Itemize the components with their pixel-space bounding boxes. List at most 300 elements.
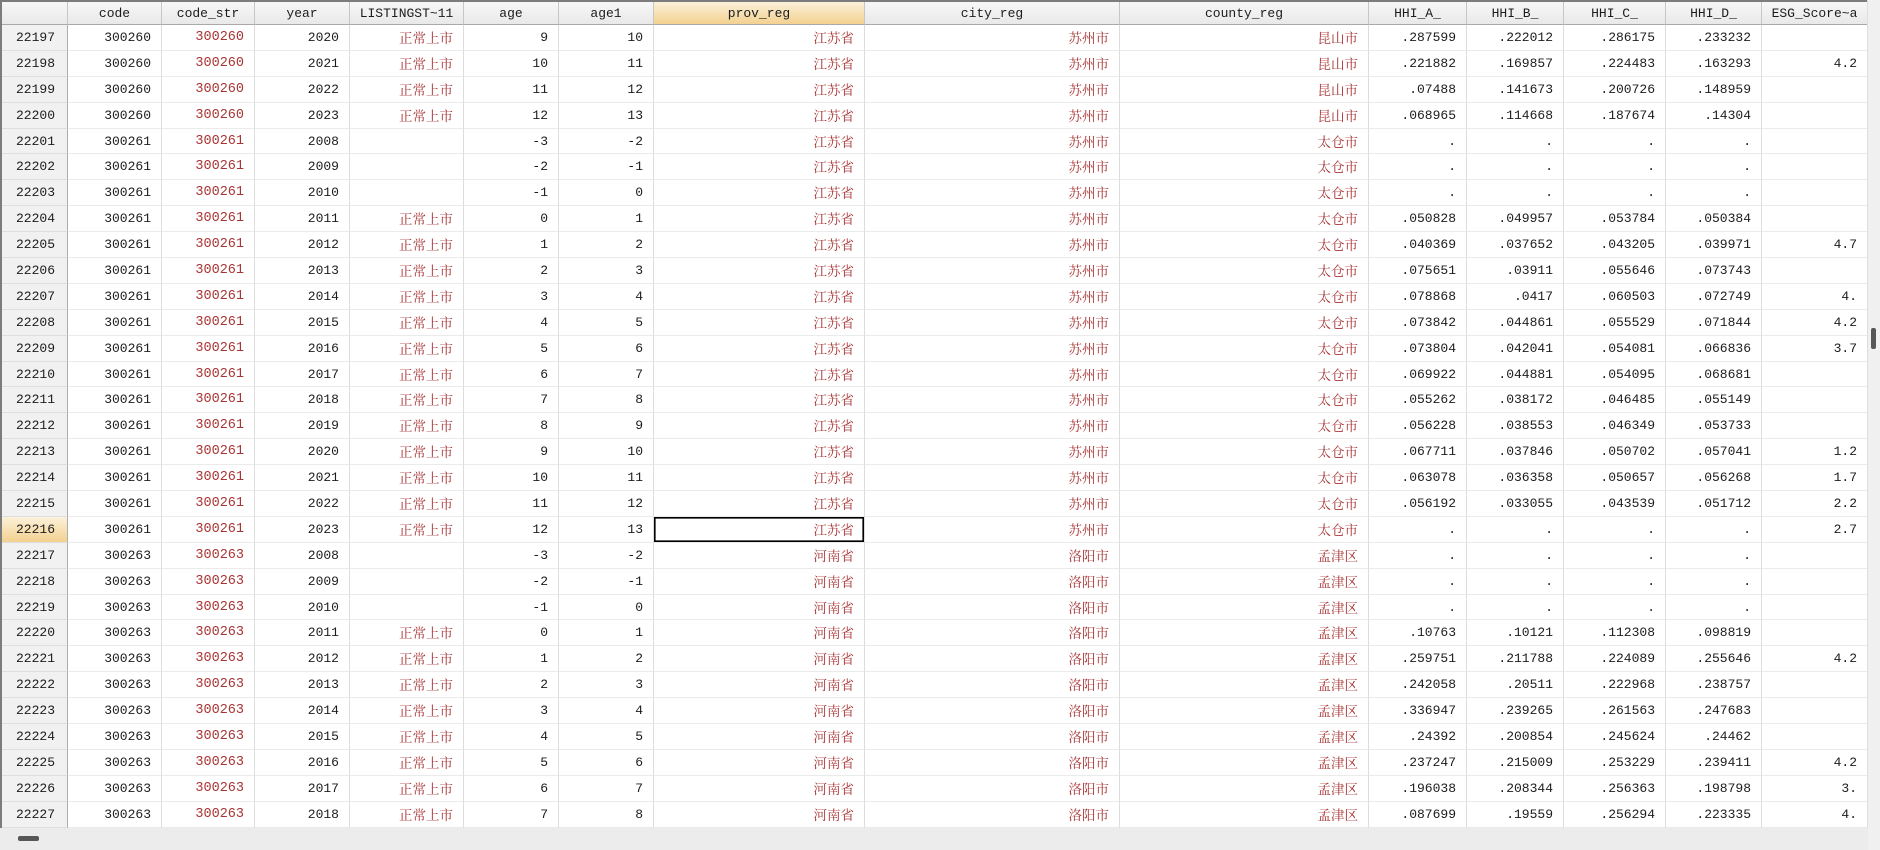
row-number-cell[interactable]: 22217: [2, 543, 68, 569]
data-cell-hhi_d[interactable]: .: [1666, 517, 1762, 543]
data-cell-hhi_a[interactable]: .336947: [1369, 698, 1467, 724]
data-cell-hhi_b[interactable]: .: [1467, 595, 1564, 621]
data-cell-city_reg[interactable]: 洛阳市: [865, 672, 1120, 698]
data-cell-prov_reg[interactable]: 河南省: [654, 698, 865, 724]
data-cell-code_str[interactable]: 300261: [162, 362, 255, 388]
data-cell-year[interactable]: 2012: [255, 646, 350, 672]
data-cell-hhi_b[interactable]: .211788: [1467, 646, 1564, 672]
data-cell-hhi_c[interactable]: .: [1564, 517, 1666, 543]
data-cell-code[interactable]: 300261: [68, 180, 162, 206]
data-cell-county_reg[interactable]: 太仓市: [1120, 232, 1369, 258]
data-cell-county_reg[interactable]: 昆山市: [1120, 51, 1369, 77]
data-cell-age[interactable]: 6: [464, 362, 559, 388]
data-cell-age1[interactable]: 6: [559, 336, 654, 362]
data-cell-code[interactable]: 300261: [68, 206, 162, 232]
data-cell-age1[interactable]: 7: [559, 362, 654, 388]
data-cell-hhi_b[interactable]: .038172: [1467, 387, 1564, 413]
data-cell-code_str[interactable]: 300263: [162, 620, 255, 646]
data-cell-county_reg[interactable]: 太仓市: [1120, 258, 1369, 284]
data-cell-listingst11[interactable]: 正常上市: [350, 51, 464, 77]
data-cell-prov_reg[interactable]: 江苏省: [654, 180, 865, 206]
data-cell-year[interactable]: 2013: [255, 258, 350, 284]
data-cell-age1[interactable]: 8: [559, 802, 654, 828]
data-cell-hhi_a[interactable]: .067711: [1369, 439, 1467, 465]
row-number-cell[interactable]: 22205: [2, 232, 68, 258]
data-cell-listingst11[interactable]: 正常上市: [350, 646, 464, 672]
data-cell-city_reg[interactable]: 苏州市: [865, 25, 1120, 51]
row-number-cell[interactable]: 22216: [2, 517, 68, 543]
data-cell-esg_score[interactable]: 3.: [1762, 776, 1868, 802]
data-cell-hhi_b[interactable]: .0417: [1467, 284, 1564, 310]
data-cell-city_reg[interactable]: 苏州市: [865, 465, 1120, 491]
data-cell-age[interactable]: 7: [464, 387, 559, 413]
data-cell-year[interactable]: 2023: [255, 517, 350, 543]
data-cell-esg_score[interactable]: 4.2: [1762, 51, 1868, 77]
data-cell-hhi_a[interactable]: .259751: [1369, 646, 1467, 672]
data-cell-year[interactable]: 2013: [255, 672, 350, 698]
data-cell-code_str[interactable]: 300263: [162, 595, 255, 621]
data-cell-code[interactable]: 300260: [68, 25, 162, 51]
row-number-cell[interactable]: 22220: [2, 620, 68, 646]
data-cell-hhi_c[interactable]: .043205: [1564, 232, 1666, 258]
row-number-cell[interactable]: 22224: [2, 724, 68, 750]
data-cell-age[interactable]: 9: [464, 439, 559, 465]
data-cell-year[interactable]: 2012: [255, 232, 350, 258]
data-cell-hhi_a[interactable]: .073804: [1369, 336, 1467, 362]
data-cell-hhi_d[interactable]: .072749: [1666, 284, 1762, 310]
data-cell-esg_score[interactable]: [1762, 154, 1868, 180]
data-cell-prov_reg[interactable]: 江苏省: [654, 491, 865, 517]
data-cell-listingst11[interactable]: 正常上市: [350, 620, 464, 646]
data-cell-prov_reg[interactable]: 江苏省: [654, 387, 865, 413]
data-cell-age1[interactable]: 4: [559, 698, 654, 724]
row-number-cell[interactable]: 22225: [2, 750, 68, 776]
data-cell-city_reg[interactable]: 苏州市: [865, 154, 1120, 180]
data-cell-hhi_a[interactable]: .055262: [1369, 387, 1467, 413]
data-cell-hhi_a[interactable]: .069922: [1369, 362, 1467, 388]
data-cell-county_reg[interactable]: 太仓市: [1120, 362, 1369, 388]
data-cell-hhi_d[interactable]: .: [1666, 595, 1762, 621]
data-cell-hhi_b[interactable]: .169857: [1467, 51, 1564, 77]
data-cell-year[interactable]: 2019: [255, 413, 350, 439]
vertical-scrollbar-track[interactable]: [1867, 0, 1880, 850]
data-cell-hhi_c[interactable]: .112308: [1564, 620, 1666, 646]
data-cell-age[interactable]: 2: [464, 258, 559, 284]
horizontal-scrollbar-track[interactable]: [0, 828, 1868, 850]
data-cell-esg_score[interactable]: [1762, 543, 1868, 569]
data-cell-listingst11[interactable]: 正常上市: [350, 103, 464, 129]
data-cell-esg_score[interactable]: [1762, 25, 1868, 51]
row-number-cell[interactable]: 22218: [2, 569, 68, 595]
data-cell-hhi_b[interactable]: .10121: [1467, 620, 1564, 646]
data-cell-city_reg[interactable]: 洛阳市: [865, 724, 1120, 750]
data-cell-code_str[interactable]: 300261: [162, 258, 255, 284]
data-cell-year[interactable]: 2016: [255, 750, 350, 776]
data-cell-hhi_c[interactable]: .224089: [1564, 646, 1666, 672]
data-cell-code_str[interactable]: 300261: [162, 465, 255, 491]
data-cell-code_str[interactable]: 300263: [162, 698, 255, 724]
data-cell-listingst11[interactable]: 正常上市: [350, 465, 464, 491]
data-cell-city_reg[interactable]: 洛阳市: [865, 569, 1120, 595]
data-cell-hhi_b[interactable]: .044861: [1467, 310, 1564, 336]
data-cell-county_reg[interactable]: 孟津区: [1120, 750, 1369, 776]
data-cell-hhi_a[interactable]: .10763: [1369, 620, 1467, 646]
row-number-cell[interactable]: 22227: [2, 802, 68, 828]
data-cell-prov_reg[interactable]: 江苏省: [654, 362, 865, 388]
data-cell-age1[interactable]: -2: [559, 543, 654, 569]
data-cell-age1[interactable]: 2: [559, 646, 654, 672]
data-cell-esg_score[interactable]: [1762, 180, 1868, 206]
data-cell-city_reg[interactable]: 洛阳市: [865, 698, 1120, 724]
data-cell-code_str[interactable]: 300263: [162, 569, 255, 595]
column-header-age[interactable]: age: [464, 2, 559, 25]
data-cell-esg_score[interactable]: [1762, 206, 1868, 232]
data-cell-year[interactable]: 2020: [255, 439, 350, 465]
data-cell-hhi_b[interactable]: .141673: [1467, 77, 1564, 103]
data-cell-hhi_b[interactable]: .044881: [1467, 362, 1564, 388]
data-cell-county_reg[interactable]: 孟津区: [1120, 776, 1369, 802]
data-cell-hhi_c[interactable]: .: [1564, 180, 1666, 206]
column-header-county_reg[interactable]: county_reg: [1120, 2, 1369, 25]
data-cell-code_str[interactable]: 300263: [162, 802, 255, 828]
data-cell-esg_score[interactable]: [1762, 77, 1868, 103]
data-cell-code[interactable]: 300263: [68, 672, 162, 698]
data-cell-age1[interactable]: 7: [559, 776, 654, 802]
data-cell-hhi_a[interactable]: .: [1369, 595, 1467, 621]
data-cell-city_reg[interactable]: 苏州市: [865, 491, 1120, 517]
data-cell-code[interactable]: 300260: [68, 51, 162, 77]
data-cell-hhi_a[interactable]: .075651: [1369, 258, 1467, 284]
row-number-cell[interactable]: 22215: [2, 491, 68, 517]
data-cell-prov_reg[interactable]: 河南省: [654, 569, 865, 595]
data-cell-age1[interactable]: 11: [559, 51, 654, 77]
data-cell-esg_score[interactable]: 2.7: [1762, 517, 1868, 543]
data-cell-hhi_b[interactable]: .: [1467, 129, 1564, 155]
data-cell-code_str[interactable]: 300261: [162, 206, 255, 232]
data-cell-hhi_b[interactable]: .: [1467, 517, 1564, 543]
data-cell-code[interactable]: 300261: [68, 491, 162, 517]
data-cell-prov_reg[interactable]: 江苏省: [654, 336, 865, 362]
column-header-age1[interactable]: age1: [559, 2, 654, 25]
data-cell-hhi_c[interactable]: .054081: [1564, 336, 1666, 362]
data-cell-esg_score[interactable]: 4.2: [1762, 646, 1868, 672]
data-cell-hhi_c[interactable]: .060503: [1564, 284, 1666, 310]
data-cell-hhi_b[interactable]: .222012: [1467, 25, 1564, 51]
data-cell-county_reg[interactable]: 太仓市: [1120, 129, 1369, 155]
data-cell-county_reg[interactable]: 太仓市: [1120, 154, 1369, 180]
data-cell-hhi_d[interactable]: .: [1666, 543, 1762, 569]
data-cell-city_reg[interactable]: 苏州市: [865, 362, 1120, 388]
data-cell-age1[interactable]: 6: [559, 750, 654, 776]
data-cell-hhi_c[interactable]: .256363: [1564, 776, 1666, 802]
data-cell-code_str[interactable]: 300261: [162, 517, 255, 543]
data-cell-hhi_c[interactable]: .286175: [1564, 25, 1666, 51]
data-cell-hhi_d[interactable]: .: [1666, 569, 1762, 595]
data-cell-age1[interactable]: -2: [559, 129, 654, 155]
data-cell-county_reg[interactable]: 太仓市: [1120, 465, 1369, 491]
data-cell-age[interactable]: 1: [464, 646, 559, 672]
data-cell-hhi_c[interactable]: .224483: [1564, 51, 1666, 77]
data-cell-esg_score[interactable]: 4.: [1762, 802, 1868, 828]
data-cell-hhi_c[interactable]: .043539: [1564, 491, 1666, 517]
data-cell-city_reg[interactable]: 洛阳市: [865, 802, 1120, 828]
data-cell-listingst11[interactable]: 正常上市: [350, 672, 464, 698]
data-cell-listingst11[interactable]: 正常上市: [350, 491, 464, 517]
data-cell-listingst11[interactable]: 正常上市: [350, 77, 464, 103]
data-cell-year[interactable]: 2018: [255, 387, 350, 413]
data-cell-prov_reg[interactable]: 江苏省: [654, 103, 865, 129]
data-cell-prov_reg[interactable]: 河南省: [654, 776, 865, 802]
data-cell-hhi_d[interactable]: .148959: [1666, 77, 1762, 103]
data-cell-county_reg[interactable]: 昆山市: [1120, 103, 1369, 129]
data-cell-year[interactable]: 2011: [255, 620, 350, 646]
row-number-cell[interactable]: 22209: [2, 336, 68, 362]
data-cell-hhi_d[interactable]: .055149: [1666, 387, 1762, 413]
data-cell-hhi_d[interactable]: .14304: [1666, 103, 1762, 129]
data-cell-year[interactable]: 2015: [255, 310, 350, 336]
data-cell-esg_score[interactable]: 4.2: [1762, 310, 1868, 336]
data-cell-esg_score[interactable]: [1762, 672, 1868, 698]
data-cell-hhi_a[interactable]: .040369: [1369, 232, 1467, 258]
data-cell-hhi_b[interactable]: .: [1467, 543, 1564, 569]
data-cell-age1[interactable]: 12: [559, 491, 654, 517]
data-cell-hhi_c[interactable]: .046349: [1564, 413, 1666, 439]
data-cell-city_reg[interactable]: 苏州市: [865, 180, 1120, 206]
data-cell-county_reg[interactable]: 孟津区: [1120, 646, 1369, 672]
data-cell-hhi_c[interactable]: .222968: [1564, 672, 1666, 698]
data-cell-hhi_a[interactable]: .087699: [1369, 802, 1467, 828]
data-cell-hhi_a[interactable]: .: [1369, 154, 1467, 180]
data-cell-hhi_a[interactable]: .078868: [1369, 284, 1467, 310]
data-cell-year[interactable]: 2021: [255, 465, 350, 491]
data-cell-city_reg[interactable]: 洛阳市: [865, 646, 1120, 672]
horizontal-scrollbar-thumb[interactable]: [18, 836, 39, 841]
data-cell-city_reg[interactable]: 苏州市: [865, 77, 1120, 103]
data-cell-hhi_a[interactable]: .221882: [1369, 51, 1467, 77]
row-number-cell[interactable]: 22203: [2, 180, 68, 206]
data-cell-year[interactable]: 2010: [255, 595, 350, 621]
data-cell-code_str[interactable]: 300261: [162, 232, 255, 258]
data-cell-hhi_b[interactable]: .033055: [1467, 491, 1564, 517]
data-cell-esg_score[interactable]: [1762, 387, 1868, 413]
data-cell-county_reg[interactable]: 孟津区: [1120, 620, 1369, 646]
row-number-cell[interactable]: 22197: [2, 25, 68, 51]
data-cell-code[interactable]: 300261: [68, 387, 162, 413]
data-cell-hhi_c[interactable]: .: [1564, 569, 1666, 595]
row-number-cell[interactable]: 22198: [2, 51, 68, 77]
data-cell-hhi_d[interactable]: .: [1666, 180, 1762, 206]
column-header-year[interactable]: year: [255, 2, 350, 25]
data-cell-hhi_b[interactable]: .03911: [1467, 258, 1564, 284]
data-cell-esg_score[interactable]: [1762, 620, 1868, 646]
data-cell-esg_score[interactable]: [1762, 724, 1868, 750]
data-cell-prov_reg[interactable]: 江苏省: [654, 413, 865, 439]
row-number-cell[interactable]: 22221: [2, 646, 68, 672]
data-cell-hhi_b[interactable]: .20511: [1467, 672, 1564, 698]
data-cell-code_str[interactable]: 300261: [162, 180, 255, 206]
column-header-esg_score[interactable]: ESG_Score~a: [1762, 2, 1868, 25]
data-cell-county_reg[interactable]: 太仓市: [1120, 180, 1369, 206]
data-cell-esg_score[interactable]: 3.7: [1762, 336, 1868, 362]
data-cell-county_reg[interactable]: 太仓市: [1120, 439, 1369, 465]
row-number-cell[interactable]: 22207: [2, 284, 68, 310]
data-cell-year[interactable]: 2014: [255, 698, 350, 724]
data-cell-code_str[interactable]: 300261: [162, 439, 255, 465]
data-cell-age[interactable]: 3: [464, 698, 559, 724]
data-cell-county_reg[interactable]: 孟津区: [1120, 543, 1369, 569]
data-cell-city_reg[interactable]: 苏州市: [865, 284, 1120, 310]
data-cell-hhi_b[interactable]: .: [1467, 569, 1564, 595]
data-cell-code[interactable]: 300263: [68, 802, 162, 828]
data-cell-hhi_a[interactable]: .063078: [1369, 465, 1467, 491]
data-cell-hhi_a[interactable]: .196038: [1369, 776, 1467, 802]
data-cell-esg_score[interactable]: 1.2: [1762, 439, 1868, 465]
data-cell-listingst11[interactable]: 正常上市: [350, 336, 464, 362]
data-cell-code[interactable]: 300261: [68, 439, 162, 465]
data-cell-year[interactable]: 2022: [255, 77, 350, 103]
data-cell-city_reg[interactable]: 苏州市: [865, 413, 1120, 439]
data-cell-esg_score[interactable]: [1762, 129, 1868, 155]
data-cell-age[interactable]: 3: [464, 284, 559, 310]
data-cell-city_reg[interactable]: 洛阳市: [865, 543, 1120, 569]
data-cell-code_str[interactable]: 300260: [162, 51, 255, 77]
data-cell-listingst11[interactable]: 正常上市: [350, 284, 464, 310]
data-cell-code_str[interactable]: 300261: [162, 310, 255, 336]
data-cell-hhi_d[interactable]: .255646: [1666, 646, 1762, 672]
data-cell-county_reg[interactable]: 太仓市: [1120, 517, 1369, 543]
data-cell-esg_score[interactable]: [1762, 698, 1868, 724]
data-cell-age1[interactable]: 12: [559, 77, 654, 103]
data-cell-hhi_b[interactable]: .042041: [1467, 336, 1564, 362]
data-cell-prov_reg[interactable]: 江苏省: [654, 232, 865, 258]
data-cell-hhi_d[interactable]: .223335: [1666, 802, 1762, 828]
row-number-cell[interactable]: 22212: [2, 413, 68, 439]
data-cell-hhi_a[interactable]: .: [1369, 543, 1467, 569]
column-header-prov_reg[interactable]: prov_reg: [654, 2, 865, 25]
data-cell-age[interactable]: 10: [464, 465, 559, 491]
data-cell-esg_score[interactable]: [1762, 595, 1868, 621]
data-cell-county_reg[interactable]: 太仓市: [1120, 491, 1369, 517]
data-cell-year[interactable]: 2022: [255, 491, 350, 517]
data-cell-code_str[interactable]: 300263: [162, 750, 255, 776]
data-cell-prov_reg[interactable]: 河南省: [654, 595, 865, 621]
data-cell-hhi_b[interactable]: .208344: [1467, 776, 1564, 802]
data-cell-city_reg[interactable]: 苏州市: [865, 336, 1120, 362]
data-cell-hhi_d[interactable]: .053733: [1666, 413, 1762, 439]
data-cell-city_reg[interactable]: 洛阳市: [865, 750, 1120, 776]
data-cell-listingst11[interactable]: 正常上市: [350, 517, 464, 543]
data-cell-code[interactable]: 300263: [68, 724, 162, 750]
data-cell-esg_score[interactable]: [1762, 258, 1868, 284]
data-cell-age1[interactable]: 10: [559, 439, 654, 465]
data-cell-county_reg[interactable]: 孟津区: [1120, 724, 1369, 750]
data-cell-code[interactable]: 300263: [68, 620, 162, 646]
data-cell-age[interactable]: 6: [464, 776, 559, 802]
data-cell-code[interactable]: 300263: [68, 750, 162, 776]
data-cell-listingst11[interactable]: [350, 180, 464, 206]
data-cell-code_str[interactable]: 300260: [162, 25, 255, 51]
data-cell-code_str[interactable]: 300263: [162, 724, 255, 750]
data-cell-code_str[interactable]: 300263: [162, 672, 255, 698]
data-cell-code[interactable]: 300263: [68, 776, 162, 802]
data-cell-prov_reg[interactable]: 河南省: [654, 750, 865, 776]
data-cell-city_reg[interactable]: 苏州市: [865, 206, 1120, 232]
data-cell-hhi_b[interactable]: .037652: [1467, 232, 1564, 258]
data-cell-city_reg[interactable]: 苏州市: [865, 258, 1120, 284]
data-cell-city_reg[interactable]: 苏州市: [865, 103, 1120, 129]
data-cell-year[interactable]: 2017: [255, 362, 350, 388]
data-cell-code[interactable]: 300263: [68, 595, 162, 621]
data-cell-hhi_d[interactable]: .247683: [1666, 698, 1762, 724]
data-cell-hhi_d[interactable]: .233232: [1666, 25, 1762, 51]
data-cell-listingst11[interactable]: 正常上市: [350, 724, 464, 750]
data-cell-esg_score[interactable]: [1762, 362, 1868, 388]
data-cell-prov_reg[interactable]: 江苏省: [654, 439, 865, 465]
data-cell-age[interactable]: 4: [464, 310, 559, 336]
row-number-cell[interactable]: 22204: [2, 206, 68, 232]
data-cell-hhi_c[interactable]: .261563: [1564, 698, 1666, 724]
data-cell-listingst11[interactable]: [350, 569, 464, 595]
data-cell-code_str[interactable]: 300261: [162, 129, 255, 155]
data-cell-code_str[interactable]: 300261: [162, 413, 255, 439]
data-cell-listingst11[interactable]: [350, 543, 464, 569]
data-cell-listingst11[interactable]: 正常上市: [350, 362, 464, 388]
data-cell-age1[interactable]: 4: [559, 284, 654, 310]
data-cell-age1[interactable]: 8: [559, 387, 654, 413]
data-cell-hhi_a[interactable]: .050828: [1369, 206, 1467, 232]
data-cell-hhi_d[interactable]: .050384: [1666, 206, 1762, 232]
data-cell-listingst11[interactable]: 正常上市: [350, 206, 464, 232]
data-cell-code[interactable]: 300263: [68, 543, 162, 569]
data-cell-code_str[interactable]: 300263: [162, 646, 255, 672]
data-cell-year[interactable]: 2011: [255, 206, 350, 232]
data-cell-hhi_b[interactable]: .215009: [1467, 750, 1564, 776]
data-cell-hhi_a[interactable]: .24392: [1369, 724, 1467, 750]
data-cell-county_reg[interactable]: 太仓市: [1120, 310, 1369, 336]
data-cell-code[interactable]: 300260: [68, 103, 162, 129]
data-cell-code[interactable]: 300263: [68, 698, 162, 724]
data-cell-hhi_a[interactable]: .: [1369, 569, 1467, 595]
data-cell-hhi_b[interactable]: .037846: [1467, 439, 1564, 465]
data-cell-age[interactable]: 5: [464, 750, 559, 776]
data-cell-age[interactable]: -2: [464, 154, 559, 180]
data-cell-code[interactable]: 300261: [68, 284, 162, 310]
data-cell-prov_reg[interactable]: 河南省: [654, 620, 865, 646]
data-cell-prov_reg[interactable]: 江苏省: [654, 517, 865, 543]
data-cell-hhi_a[interactable]: .287599: [1369, 25, 1467, 51]
data-cell-age[interactable]: -2: [464, 569, 559, 595]
row-number-cell[interactable]: 22211: [2, 387, 68, 413]
data-cell-code_str[interactable]: 300261: [162, 154, 255, 180]
column-header-code_str[interactable]: code_str: [162, 2, 255, 25]
data-cell-hhi_c[interactable]: .050702: [1564, 439, 1666, 465]
data-cell-county_reg[interactable]: 太仓市: [1120, 206, 1369, 232]
data-cell-hhi_a[interactable]: .: [1369, 129, 1467, 155]
data-cell-listingst11[interactable]: 正常上市: [350, 310, 464, 336]
data-cell-year[interactable]: 2015: [255, 724, 350, 750]
data-cell-code[interactable]: 300261: [68, 413, 162, 439]
data-cell-age[interactable]: 12: [464, 517, 559, 543]
data-cell-hhi_d[interactable]: .: [1666, 154, 1762, 180]
data-cell-age[interactable]: 4: [464, 724, 559, 750]
data-cell-hhi_b[interactable]: .: [1467, 154, 1564, 180]
data-cell-age[interactable]: 0: [464, 206, 559, 232]
data-cell-prov_reg[interactable]: 江苏省: [654, 51, 865, 77]
data-cell-code[interactable]: 300261: [68, 517, 162, 543]
data-cell-year[interactable]: 2018: [255, 802, 350, 828]
data-cell-hhi_c[interactable]: .050657: [1564, 465, 1666, 491]
data-cell-age[interactable]: 8: [464, 413, 559, 439]
